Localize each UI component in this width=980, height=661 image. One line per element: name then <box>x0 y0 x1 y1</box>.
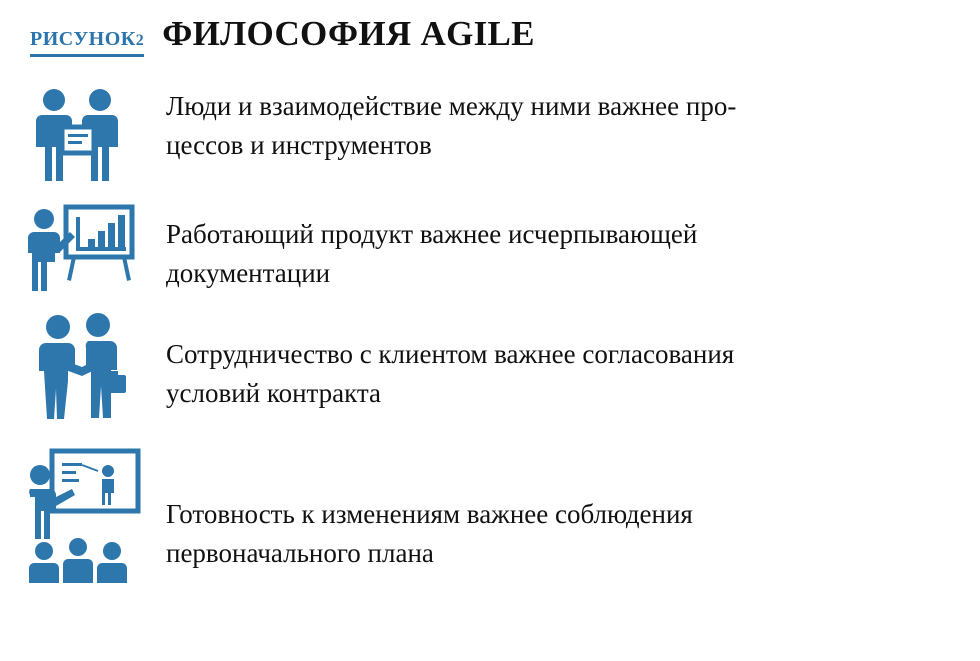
principle-line-2: цессов и инструментов <box>166 130 432 160</box>
list-item <box>0 313 980 447</box>
principle-text <box>166 79 736 165</box>
figure-label-prefix: РИСУНОК <box>30 28 136 50</box>
principle-line-2: первоначального плана <box>166 538 434 568</box>
figure-label <box>30 28 144 57</box>
principle-text <box>166 197 697 293</box>
handshake-with-client-icon <box>26 313 166 425</box>
principle-line-2: документации <box>166 258 331 288</box>
principle-line-1: Работающий продукт важнее исчерпывающей <box>166 219 698 249</box>
header <box>0 0 980 57</box>
list-item <box>0 447 980 597</box>
two-people-collaborating-icon <box>26 79 166 183</box>
principles-list <box>0 79 980 597</box>
figure-label-number: 2 <box>135 32 145 49</box>
person-at-whiteboard-with-team-icon <box>26 447 166 583</box>
list-item <box>0 197 980 313</box>
principle-line-2: условий контракта <box>166 378 382 408</box>
list-item <box>0 79 980 197</box>
principle-text <box>166 447 693 573</box>
person-presenting-chart-icon <box>26 197 166 293</box>
principle-line-1: Готовность к изменениям важнее соблюдения <box>166 499 693 529</box>
page-title: ФИЛОСОФИЯ AGILE <box>162 14 535 53</box>
principle-line-1: Сотрудничество с клиентом важнее согласования <box>166 339 735 369</box>
principle-line-1: Люди и взаимодействие между ними важнее про- <box>166 91 737 121</box>
principle-text <box>166 313 734 413</box>
